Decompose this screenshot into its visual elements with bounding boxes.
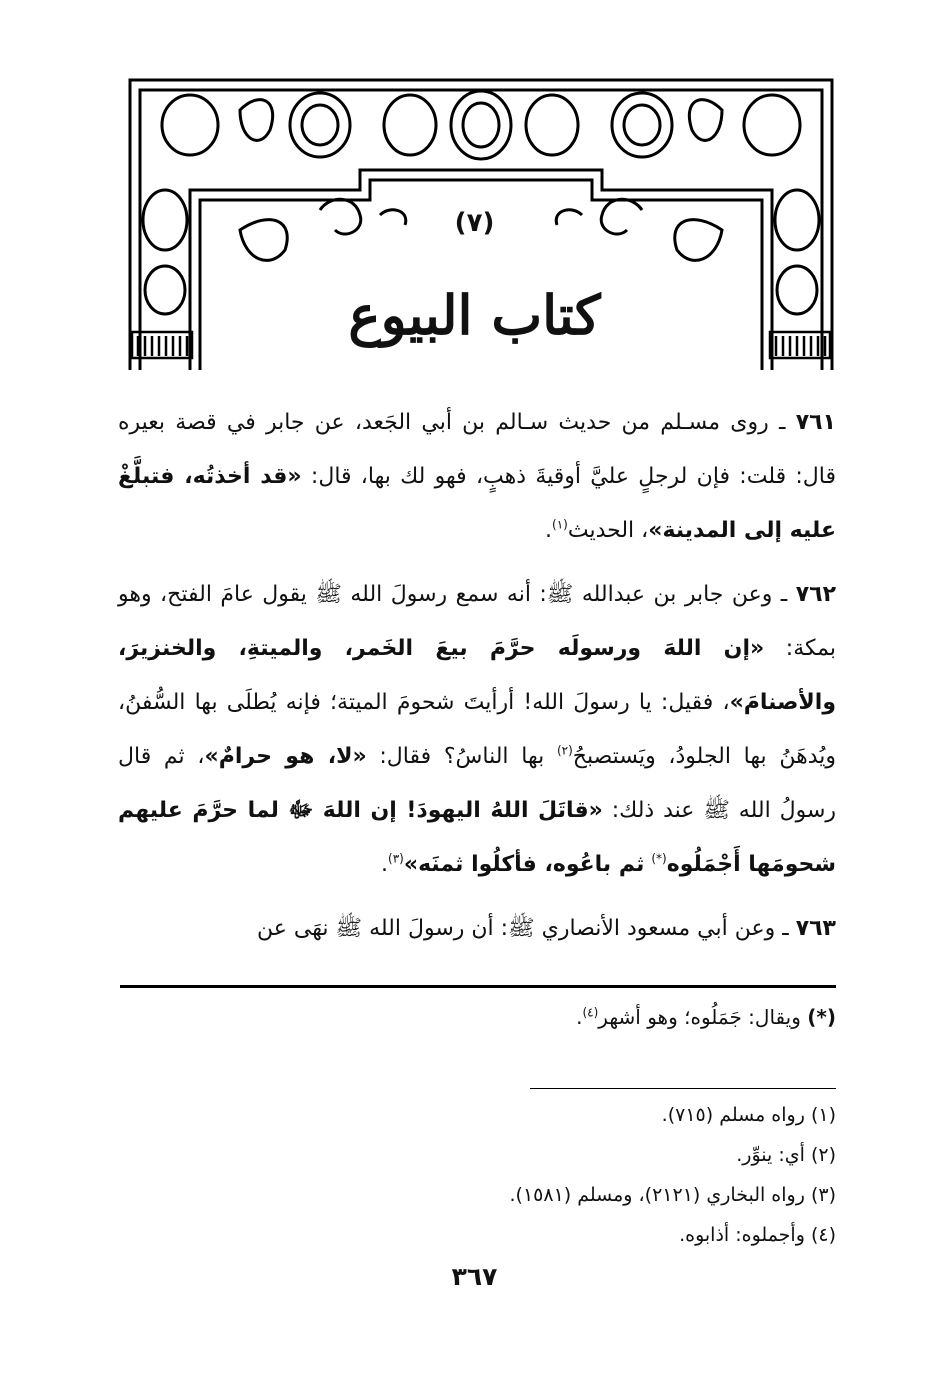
footnote-divider [530,1088,836,1089]
main-text [118,396,836,956]
page-number: ٣٦٧ [451,1262,498,1291]
star-note-text: ويقال: جَمَلُوه؛ وهو أشهر [598,1005,801,1029]
footnote-ref: (١) [552,517,568,532]
footnote-separator [120,985,836,988]
star-marker: (*) [807,1005,836,1029]
hadith-quote: «لا، هو حرامٌ» [204,744,367,769]
footnote-ref: (٣) [388,851,404,866]
hadith-text: ـ روى مسـلم من حديث سـالم بن أبي الجَعد، عن جابر في قصة بعيره قال: قلت: فإن لرجلٍ عليَّ أوقيةَ ذهبٍ، فهو لك بها، قال: [118,410,837,489]
hadith-tail: ، الحديث [567,518,649,543]
hadith-number: ٧٦٣ [795,916,836,941]
hadith-end: . [381,852,389,877]
hadith-text: بها الناسُ؟ فقال: [379,744,545,769]
hadith-text: ـ وعن جابر بن عبدالله ﷺ: أنه سمع رسولَ الله ﷺ يقول عامَ الفتح، وهو بمكة: [118,582,836,661]
hadith-quote: ثم باعُوه، فأكلُوا ثمنَه» [403,852,645,877]
hadith-end: . [545,518,553,543]
hadith-763 [118,902,836,956]
hadith-762 [118,568,836,892]
chapter-title: كتاب البيوع [348,283,601,347]
hadith-text: ، ثم قال رسولُ الله ﷺ عند ذلك: [118,744,836,823]
chapter-number: (٧) [454,208,495,238]
hadith-761 [118,396,836,558]
footnote-4: (٤) وأجملوه: أذابوه. [679,1224,836,1246]
footnote-ref: (٤) [582,1005,599,1020]
hadith-number: ٧٦٢ [795,582,837,607]
footnotes [510,1095,836,1255]
hadith-quote: «إن اللهَ ورسولَه حرَّمَ بيعَ الخَمر، والميتةِ، والخنزيرَ، والأصنامَ» [118,636,836,715]
footnote-ref: (٢) [556,743,573,758]
star-note: (*) ويقال: جَمَلُوه؛ وهو أشهر$^{(٤)}$. [576,1005,836,1029]
hadith-quote: «قاتَلَ اللهُ اليهودَ! إن اللهَ ﷻ لما حرَّمَ عليهم شحومَها أَجْمَلُوه [118,798,836,877]
hadith-quote: «قد أخذتُه، فتبلَّغْ عليه إلى المدينة» [118,464,836,543]
hadith-number: ٧٦١ [795,410,836,435]
footnote-3: (٣) رواه البخاري (٢١٢١)، ومسلم (١٥٨١). [509,1184,836,1206]
hadith-text: ، فقيل: يا رسولَ الله! أرأيتَ شحومَ الميتة؛ فإنه يُطلَى بها السُّفنُ، ويُدهَنُ بها الجلودُ، ويَستصبحُ [118,690,836,769]
footnote-2: (٢) أي: ينوِّر. [736,1144,836,1166]
star-ref: (*) [651,851,667,866]
hadith-text: ـ وعن أبي مسعود الأنصاري ﷺ: أن رسولَ الله ﷺ نهَى عن [257,916,789,941]
footnote-1: (١) رواه مسلم (٧١٥). [661,1104,836,1126]
